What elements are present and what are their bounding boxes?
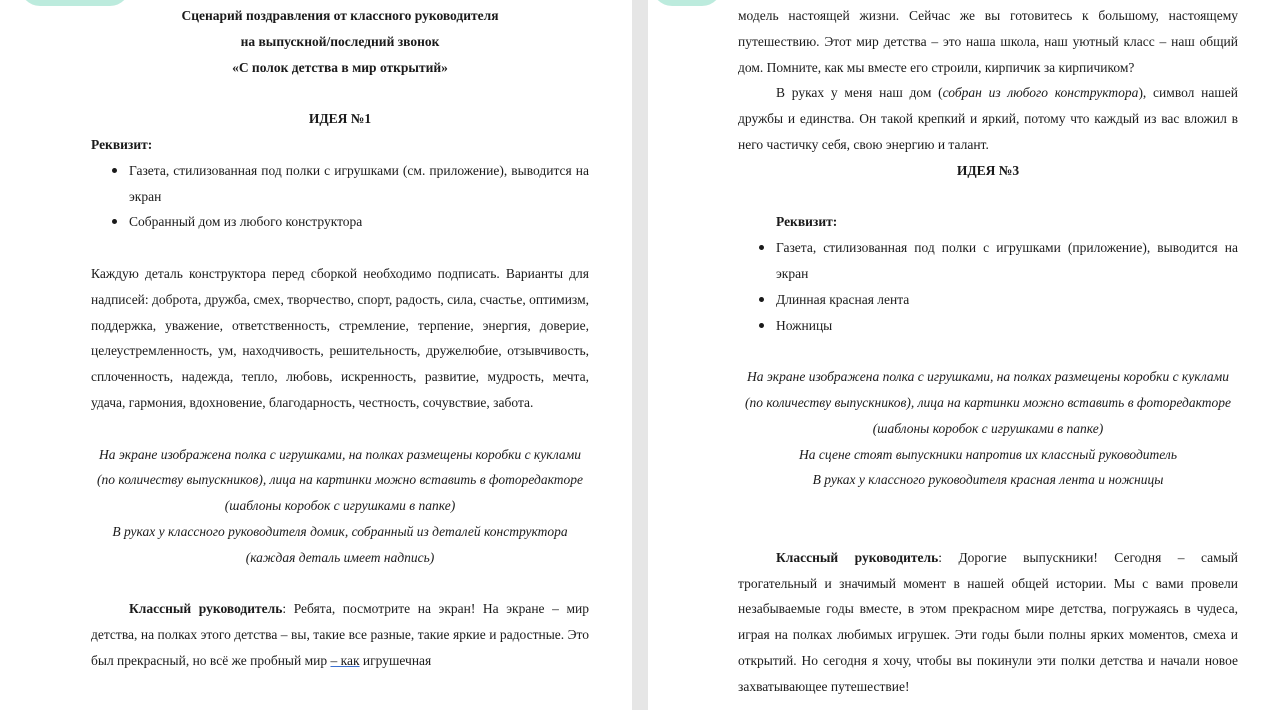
house-para-start: В руках у меня наш дом (: [776, 85, 943, 101]
document-page-left: [0, 0, 632, 710]
document-title-line-3: «С полок детства в мир открытий»: [232, 59, 448, 75]
speech-underlined-fragment: – как: [330, 652, 360, 668]
page-left-content: [91, 0, 589, 674]
speech-text: : Ребята, посмотрите на экран! На экране – мир детства, на полках этого детства – вы, такие все разные, такие яркие и радостные. Это был прекрасный, но всё же пробный мир: [91, 601, 589, 668]
props-list: [738, 235, 1238, 338]
stage-direction: На экране изображена полка с игрушками, на полках размещены коробки с куклами (по количеству выпускников), лица на картинки можно вставить в фоторедакторе (шаблоны коробок с игрушками в папке): [97, 446, 583, 514]
speaker-name: Классный руководитель: [129, 601, 283, 617]
speech-text: : Дорогие выпускники! Сегодня – самый трогательный и значимый момент в нашей общей истории. Мы с вами провели незабываемые годы вместе, в этом прекрасном мире детства, погружаясь в чудеса, играя на полках любимых игрушек. Эти годы были полны ярких моментов, смеха и открытий. Но сегодня я хочу, чтобы вы покинули эти полки детства и начали новое захватывающее путешествие!: [738, 549, 1238, 694]
list-item: Газета, стилизованная под полки с игрушками (приложение), выводится на экран: [738, 235, 1238, 287]
stage-direction: На сцене стоят выпускники напротив их классный руководитель: [799, 446, 1177, 462]
teacher-speech-paragraph: [738, 545, 1238, 700]
stage-direction: В руках у классного руководителя домик, собранный из деталей конструктора (каждая деталь имеет надпись): [112, 523, 568, 565]
decorative-header-shape: [652, 0, 722, 6]
list-item: Собранный дом из любого конструктора: [91, 209, 589, 235]
stage-direction: В руках у классного руководителя красная лента и ножницы: [812, 472, 1164, 488]
list-item: Ножницы: [738, 313, 1238, 339]
document-title-line-1: Сценарий поздравления от классного руководителя: [181, 8, 499, 23]
props-label: Реквизит:: [776, 214, 838, 230]
page-right-content: [738, 0, 1238, 700]
house-symbol-paragraph: [738, 80, 1238, 157]
list-item: Длинная красная лента: [738, 287, 1238, 313]
stage-direction: На экране изображена полка с игрушками, на полках размещены коробки с куклами (по количеству выпускников), лица на картинки можно вставить в фоторедакторе (шаблоны коробок с игрушками в папке): [745, 369, 1231, 436]
teacher-speech-paragraph: [91, 596, 589, 673]
house-para-end: ), символ нашей дружбы и единства. Он такой крепкий и яркий, потому что каждый из вас вложил в него частичку себя, свою энергию и талант.: [738, 85, 1238, 152]
speech-continuation-paragraph: модель настоящей жизни. Сейчас же вы готовитесь к большому, настоящему путешествию. Этот мир детства – это наша школа, наш уютный класс – наш общий дом. Помните, как мы вместе его строили, кирпичик за кирпичиком?: [738, 8, 1238, 75]
props-label: Реквизит:: [91, 136, 153, 152]
speech-text-tail: игрушечная: [359, 652, 432, 668]
idea-3-heading: ИДЕЯ №3: [956, 162, 1020, 178]
house-para-italic: собран из любого конструктора: [942, 85, 1139, 101]
document-title-line-2: на выпускной/последний звонок: [240, 33, 440, 49]
document-page-right: [648, 0, 1280, 710]
constructor-words-paragraph: Каждую деталь конструктора перед сборкой необходимо подписать. Варианты для надписей: доброта, дружба, смех, творчество, спорт, радость, сила, счастье, оптимизм, поддержка, уважение, ответственность, стремление, терпение, энергия, доверие, целеустремленность, ум, находчивость, решительность, дружелюбие, отзывчивость, сплоченность, надежда, тепло, любовь, искренность, развитие, мудрость, мечта, удача, гармония, вдохновение, благодарность, честность, сочувствие, забота.: [91, 265, 589, 410]
speaker-name: Классный руководитель: [776, 549, 939, 565]
idea-1-heading: ИДЕЯ №1: [308, 111, 372, 127]
list-item: Газета, стилизованная под полки с игрушками (см. приложение), выводится на экран: [91, 158, 589, 210]
props-list: [91, 158, 589, 235]
